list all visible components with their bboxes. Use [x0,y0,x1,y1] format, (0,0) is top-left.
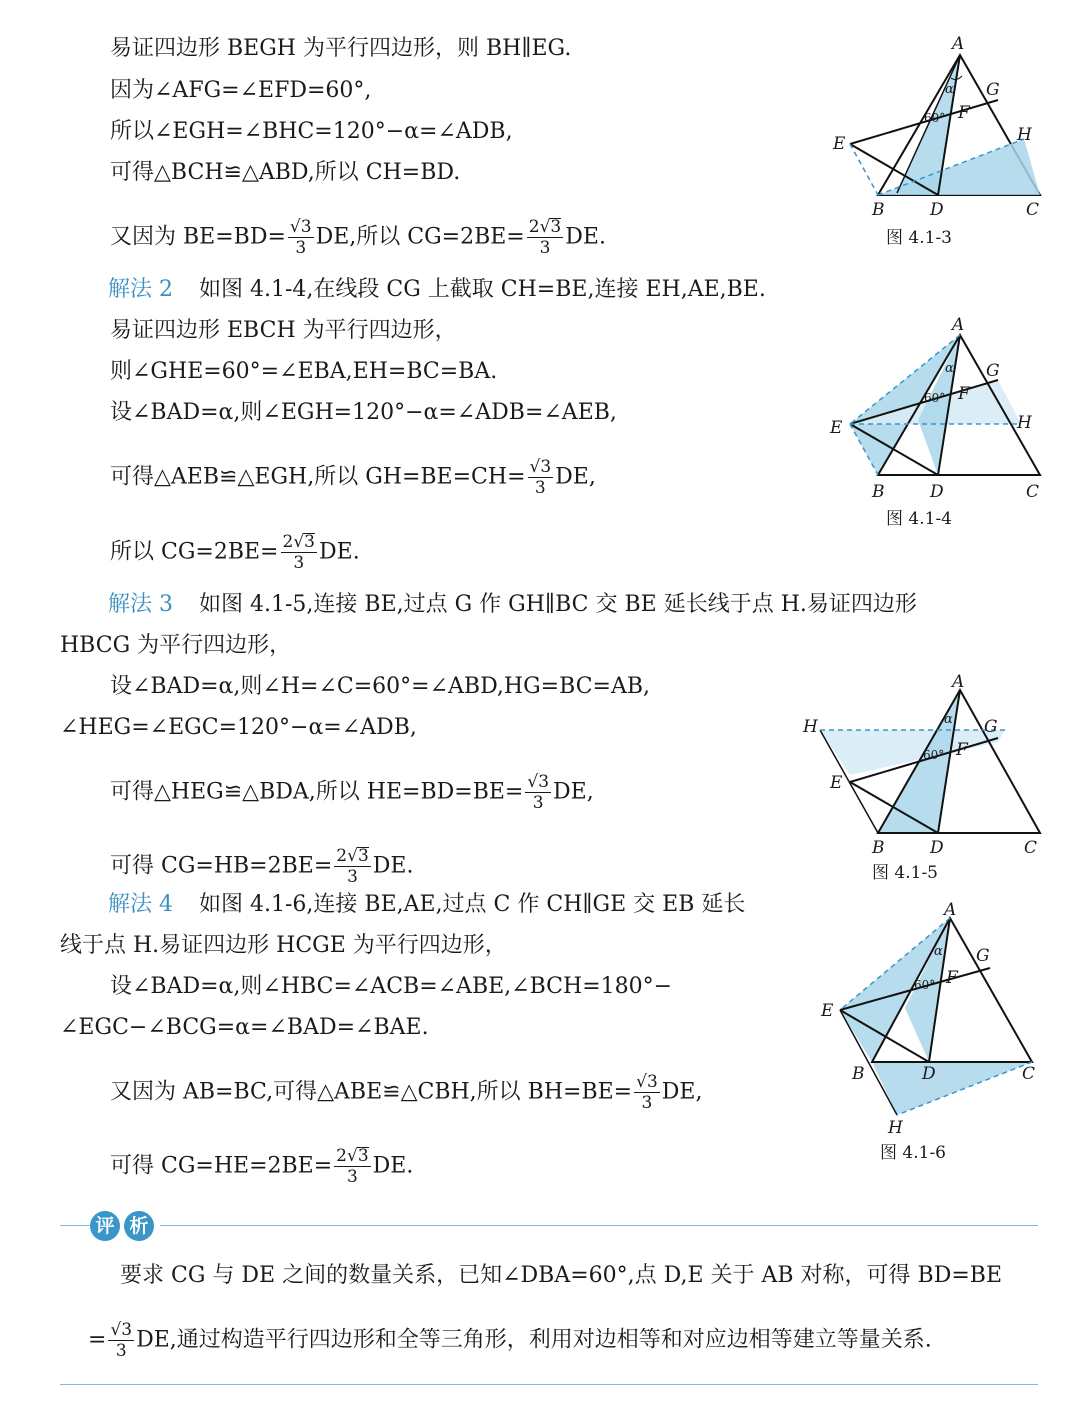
point-label: G [976,946,990,966]
point-label: A [952,315,965,335]
point-label: D [922,1064,936,1084]
fraction-2sqrt3-over-3: $\frac{2√3}{3}$ [336,1146,369,1187]
text-line: 则∠GHE=60°=∠EBA,EH=BC=BA. [110,359,498,384]
analysis-badge: 析 [124,1211,154,1241]
point-label: F [946,968,958,988]
formula-line: 可得 CG=HE=2BE= $\frac{2√3}{3}$ DE. [110,1146,414,1187]
formula-line: 可得△HEG≌△BDA,所以 HE=BD=BE= $\frac{√3}{3}$ DE, [110,772,594,813]
text-line: 设∠BAD=α,则∠EGH=120°−α=∠ADB=∠AEB, [110,400,617,425]
point-label: H [1017,413,1032,433]
analysis-badge: 评 [90,1211,120,1241]
analysis-line: = $\frac{√3}{3}$ DE,通过构造平行四边形和全等三角形，利用对边相等和对应边相等建立等量关系. [88,1320,932,1361]
point-label: B [872,200,885,220]
point-label: G [986,361,1000,381]
point-label: E [830,773,843,793]
point-label: C [1026,200,1040,220]
point-label: A [944,900,957,920]
text-line: 因为∠AFG=∠EFD=60°, [110,78,372,103]
point-label: G [984,717,998,737]
point-label: C [1026,482,1040,502]
point-label: A [952,34,965,54]
angle-label: 60° [923,748,945,762]
angle-label: α [934,944,943,959]
analysis-line: 要求 CG 与 DE 之间的数量关系，已知∠DBA=60°,点 D,E 关于 AB 对称，可得 BD=BE [120,1263,1003,1288]
text-line: ∠HEG=∠EGC=120°−α=∠ADB, [60,715,417,740]
point-label: E [830,418,843,438]
fraction-sqrt3-over-3: $\frac{√3}{3}$ [289,217,312,258]
figure-caption: 图 4.1-5 [872,863,938,883]
point-label: D [930,200,944,220]
formula-line: 可得△AEB≌△EGH,所以 GH=BE=CH= $\frac{√3}{3}$ DE, [110,457,596,498]
point-label: H [1017,125,1032,145]
text-segment: 又因为 BE=BD= [110,224,286,250]
point-label: D [930,482,944,502]
figure-caption: 图 4.1-6 [880,1143,946,1163]
angle-label: α [945,82,954,97]
text-line: 线于点 H.易证四边形 HCGE 为平行四边形， [60,933,507,958]
text-segment: DE. [565,224,606,250]
fraction-sqrt3-over-3: $\frac{√3}{3}$ [636,1072,658,1113]
point-label: H [888,1118,903,1138]
fraction-2sqrt3-over-3: $\frac{2√3}{3}$ [528,217,562,258]
method-label: 解法 2 [108,277,173,302]
figure-caption: 图 4.1-4 [886,509,952,529]
text-line: 设∠BAD=α,则∠H=∠C=60°=∠ABD,HG=BC=AB, [110,674,651,699]
text-line: 所以∠EGH=∠BHC=120°−α=∠ADB, [110,119,513,144]
point-label: F [958,103,970,123]
fraction-sqrt3-over-3: $\frac{√3}{3}$ [527,772,550,813]
angle-label: 60° [924,391,946,405]
text-line: HBCG 为平行四边形， [60,633,292,658]
text-line: 易证四边形 EBCH 为平行四边形， [110,318,457,343]
point-label: D [930,838,944,858]
angle-label: 60° [914,978,936,992]
angle-label: 60° [924,111,946,125]
text-line: 可得△BCH≌△ABD,所以 CH=BD. [110,160,461,185]
text-segment: DE,所以 CG=2BE= [315,224,525,250]
fraction-sqrt3-over-3: $\frac{√3}{3}$ [529,457,552,498]
angle-label: α [944,712,953,727]
formula-line: 可得 CG=HB=2BE= $\frac{2√3}{3}$ DE. [110,846,414,887]
method-label: 解法 3 [108,592,173,617]
angle-label: α [945,361,954,376]
point-label: F [956,740,968,760]
point-label: A [952,672,965,692]
formula-line: 所以 CG=2BE= $\frac{2√3}{3}$ DE. [110,532,360,573]
method-label: 解法 4 [108,892,173,917]
point-label: H [803,717,818,737]
fraction-2sqrt3-over-3: $\frac{2√3}{3}$ [336,846,369,887]
fraction-2sqrt3-over-3: $\frac{2√3}{3}$ [282,532,315,573]
point-label: B [872,838,885,858]
formula-line: 又因为 AB=BC,可得△ABE≌△CBH,所以 BH=BE= $\frac{√3}{3}$ DE, [110,1072,703,1113]
text-line: ∠EGC−∠BCG=α=∠BAD=∠BAE. [60,1015,429,1040]
point-label: C [1024,838,1038,858]
fraction-sqrt3-over-3: $\frac{√3}{3}$ [110,1320,133,1361]
point-label: E [833,134,846,154]
point-label: C [1022,1064,1036,1084]
method-2-line: 解法 2 如图 4.1-4,在线段 CG 上截取 CH=BE,连接 EH,AE,BE. [108,277,766,302]
method-4-line: 解法 4 如图 4.1-6,连接 BE,AE,过点 C 作 CH∥GE 交 EB 延长 [108,892,746,917]
text-line: 设∠BAD=α,则∠HBC=∠ACB=∠ABE,∠BCH=180°− [110,974,673,999]
point-label: B [852,1064,865,1084]
figure-caption: 图 4.1-3 [886,228,952,248]
point-label: F [958,384,970,404]
method-3-line: 解法 3 如图 4.1-5,连接 BE,过点 G 作 GH∥BC 交 BE 延长线于点 H.易证四边形 [108,592,917,617]
text-line: 易证四边形 BEGH 为平行四边形，则 BH∥EG. [110,36,572,61]
point-label: E [821,1001,834,1021]
point-label: G [986,80,1000,100]
point-label: B [872,482,885,502]
